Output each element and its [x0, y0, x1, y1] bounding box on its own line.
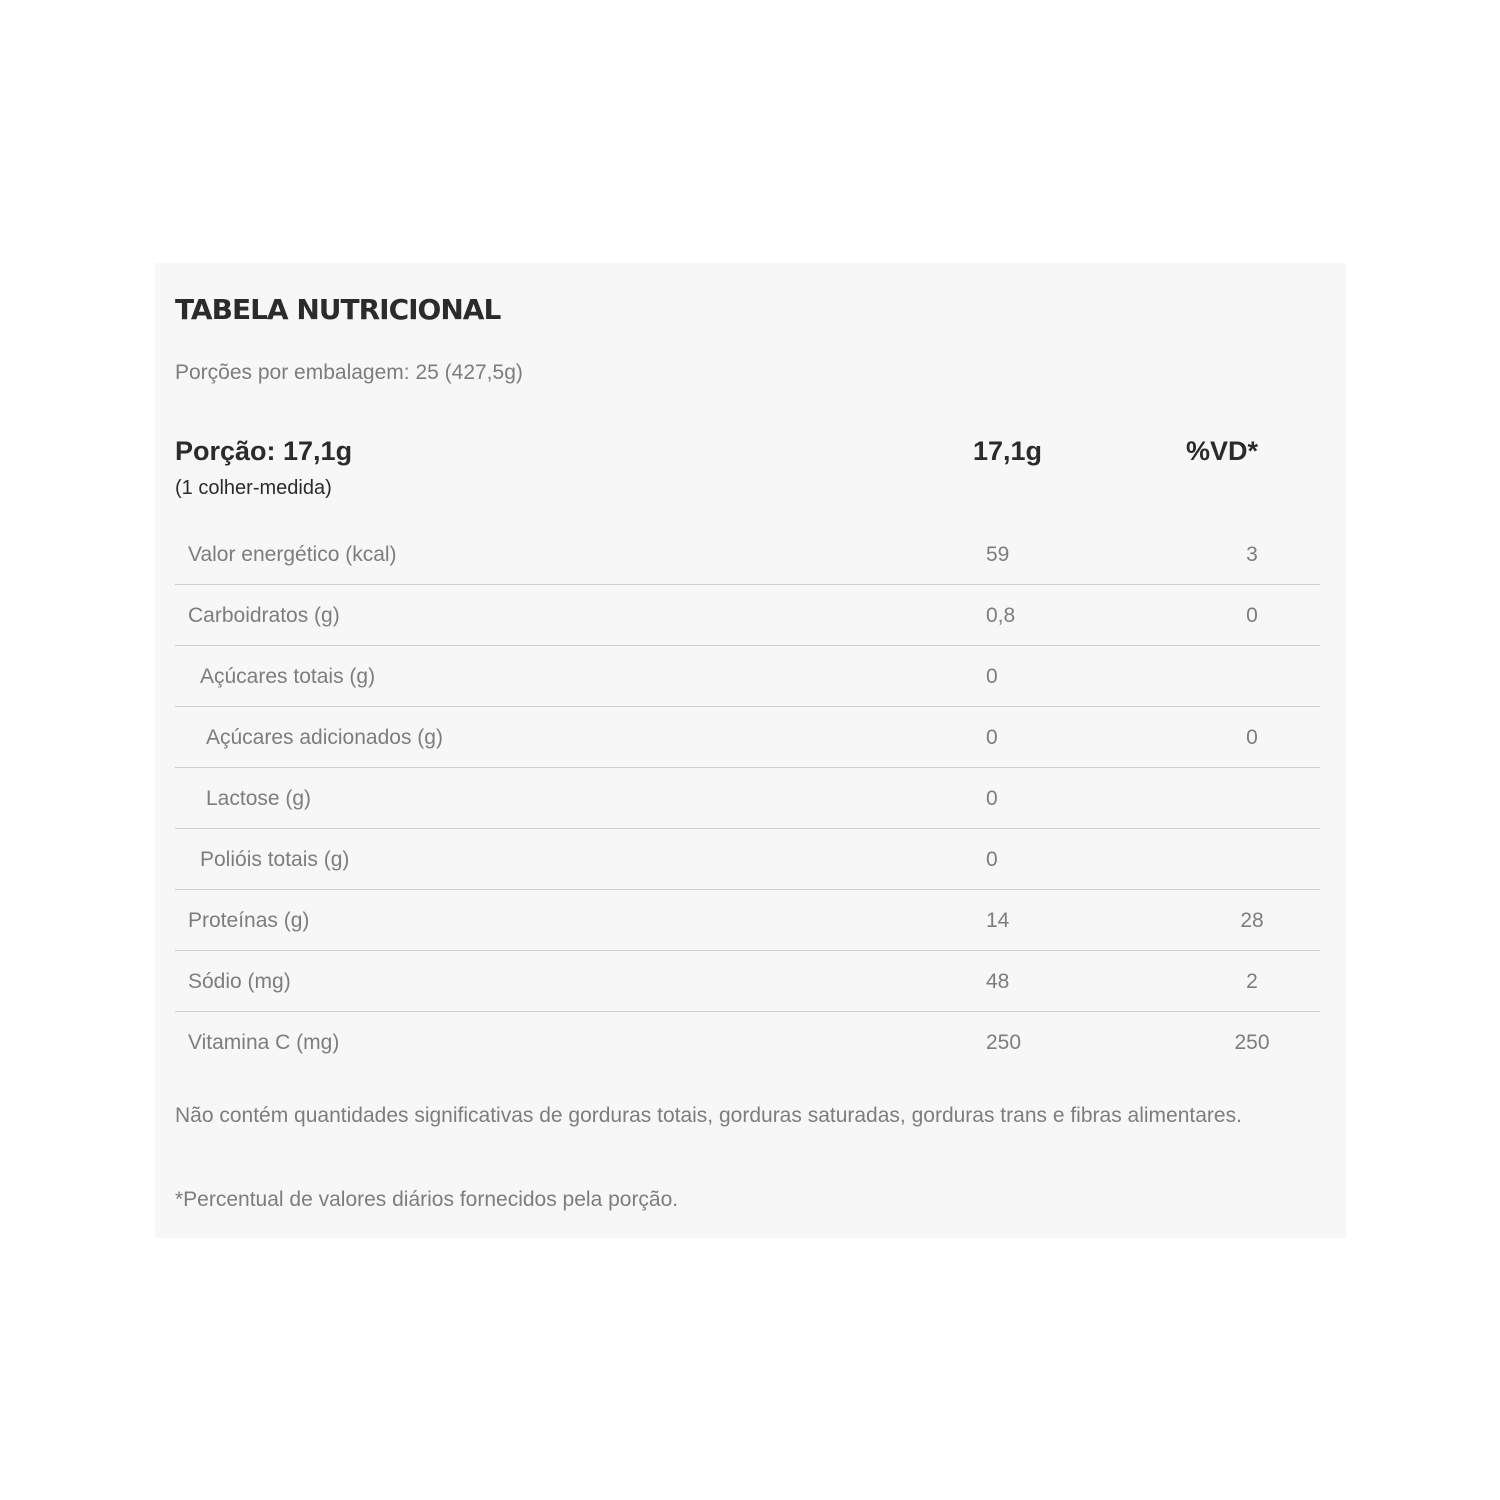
daily-value-footnote: *Percentual de valores diários fornecidos pela porção.: [175, 1188, 679, 1211]
nutrient-amount: 0,8: [986, 604, 1016, 627]
table-row: [175, 646, 1320, 707]
nutrient-dv: 2: [1246, 970, 1258, 993]
nutrient-name: Açúcares adicionados (g): [206, 726, 443, 749]
nutrient-name: Proteínas (g): [188, 909, 310, 932]
nutrient-amount: 0: [986, 726, 998, 749]
nutrition-table-panel: [155, 263, 1346, 1238]
nutrient-dv: 250: [1234, 1031, 1270, 1054]
column-header-dv: %VD*: [1186, 436, 1259, 466]
table-row: [175, 951, 1320, 1012]
nutrient-name: Polióis totais (g): [200, 848, 350, 871]
table-row: [175, 829, 1320, 890]
nutrient-amount: 59: [986, 543, 1010, 566]
nutrient-dv: 0: [1246, 604, 1258, 627]
table-row: [175, 890, 1320, 951]
nutrient-rows: [175, 524, 1320, 1072]
nutrient-name: Valor energético (kcal): [188, 543, 397, 566]
table-title: TABELA NUTRICIONAL: [175, 293, 501, 326]
nutrient-amount: 0: [986, 665, 998, 688]
nutrient-dv: 0: [1246, 726, 1258, 749]
nutrient-name: Açúcares totais (g): [200, 665, 376, 688]
nutrient-name: Lactose (g): [206, 787, 312, 810]
servings-per-package: Porções por embalagem: 25 (427,5g): [175, 361, 523, 384]
nutrient-amount: 0: [986, 848, 998, 871]
table-row: [175, 768, 1320, 829]
nutrient-name: Vitamina C (mg): [188, 1031, 340, 1054]
nutrient-dv: 28: [1240, 909, 1264, 932]
nutrient-name: Carboidratos (g): [188, 604, 340, 627]
table-row: [175, 707, 1320, 768]
nutrient-name: Sódio (mg): [188, 970, 291, 993]
nutrient-dv: 3: [1246, 543, 1258, 566]
table-row: [175, 585, 1320, 646]
nutrient-amount: 250: [986, 1031, 1022, 1054]
nutrient-amount: 48: [986, 970, 1010, 993]
nutrient-amount: 0: [986, 787, 998, 810]
table-row: [175, 1012, 1320, 1072]
portion-measure: (1 colher-medida): [175, 477, 332, 499]
table-row: [175, 524, 1320, 585]
nutrient-amount: 14: [986, 909, 1010, 932]
insignificant-amounts-note: Não contém quantidades significativas de gorduras totais, gorduras saturadas, gorduras trans e fibras alimentares.: [175, 1104, 1242, 1127]
column-header-amount: 17,1g: [973, 436, 1043, 466]
portion-label: Porção: 17,1g: [175, 436, 353, 466]
